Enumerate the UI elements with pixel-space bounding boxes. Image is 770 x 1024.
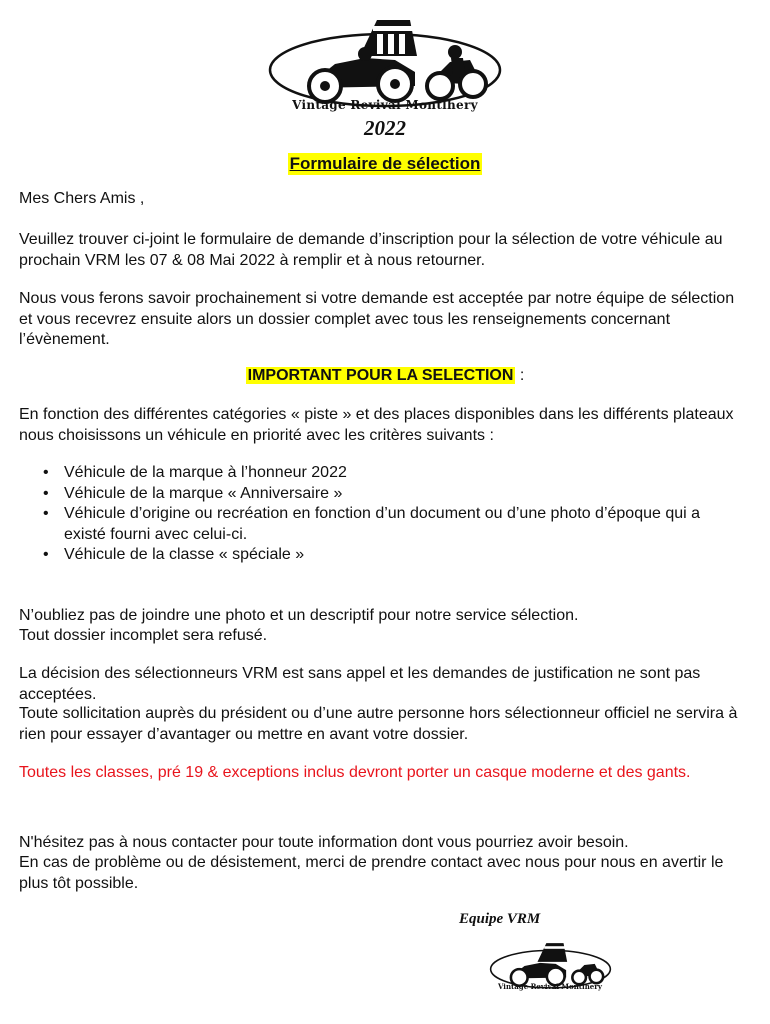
helmet-notice: Toutes les classes, pré 19 & exceptions inclus devront porter un casque moderne et des gants. — [19, 764, 691, 781]
incomplete-notice: Tout dossier incomplet sera refusé. — [19, 627, 268, 644]
selection-info-paragraph: Nous vous ferons savoir prochainement si votre demande est acceptée par notre équipe de sélection et vous recevrez ensuite alors un dossier complet avec tous les renseignements concernant l’évènement. — [19, 290, 735, 348]
list-item — [19, 463, 719, 484]
bullet-icon: • — [43, 505, 49, 522]
criteria-text: Véhicule de la marque à l’honneur 2022 — [64, 464, 347, 481]
decision-paragraph: La décision des sélectionneurs VRM est sans appel et les demandes de justification ne sont pas acceptées. — [19, 665, 701, 703]
important-heading-wrap — [0, 366, 770, 386]
criteria-text: Véhicule d’origine ou recréation en fonction d’un document ou d’une photo d’époque qui a existé fourni avec celui-ci. — [64, 505, 701, 543]
contact-paragraph-1: N'hésitez pas à nous contacter pour toute information dont vous pourriez avoir besoin. — [19, 834, 629, 851]
criteria-text: Véhicule de la classe « spéciale » — [64, 546, 305, 563]
logo-caption: Vintage Revival Montlhery — [292, 98, 478, 112]
criteria-list — [19, 463, 719, 566]
solicitation-paragraph: Toute sollicitation auprès du président ou d’une autre personne hors sélectionneur officiel ne servira à rien pour essayer d’avantager ou mettre en avant votre dossier. — [19, 705, 738, 743]
contact-paragraph-2: En cas de problème ou de désistement, merci de prendre contact avec nous pour nous en avertir le plus tôt possible. — [19, 854, 724, 892]
intro-paragraph: Veuillez trouver ci-joint le formulaire de demande d’inscription pour la sélection de votre véhicule au prochain VRM les 07 & 08 Mai 2022 à remplir et à nous retourner. — [19, 231, 723, 269]
criteria-intro-paragraph: En fonction des différentes catégories « piste » et des places disponibles dans les différents plateaux nous choisissons un véhicule en priorité avec les critères suivants : — [19, 406, 734, 444]
title-wrap — [0, 153, 770, 175]
criteria-text: Véhicule de la marque « Anniversaire » — [64, 484, 343, 502]
important-suffix: : — [515, 367, 525, 384]
bullet-icon: • — [43, 546, 49, 563]
bullet-icon: • — [43, 484, 49, 502]
photo-reminder: N’oubliez pas de joindre une photo et un descriptif pour notre service sélection. — [19, 607, 579, 624]
page-title: Formulaire de sélection — [289, 154, 481, 173]
bullet-icon: • — [43, 464, 49, 481]
year: 2022 — [364, 116, 406, 140]
signature: Equipe VRM — [459, 911, 541, 927]
greeting: Mes Chers Amis , — [19, 190, 145, 207]
list-item — [19, 545, 719, 566]
list-item — [19, 484, 719, 505]
logo-caption-small: Vintage Revival Montlhery — [497, 982, 602, 991]
list-item — [19, 504, 719, 545]
important-heading: IMPORTANT POUR LA SELECTION — [247, 367, 514, 384]
